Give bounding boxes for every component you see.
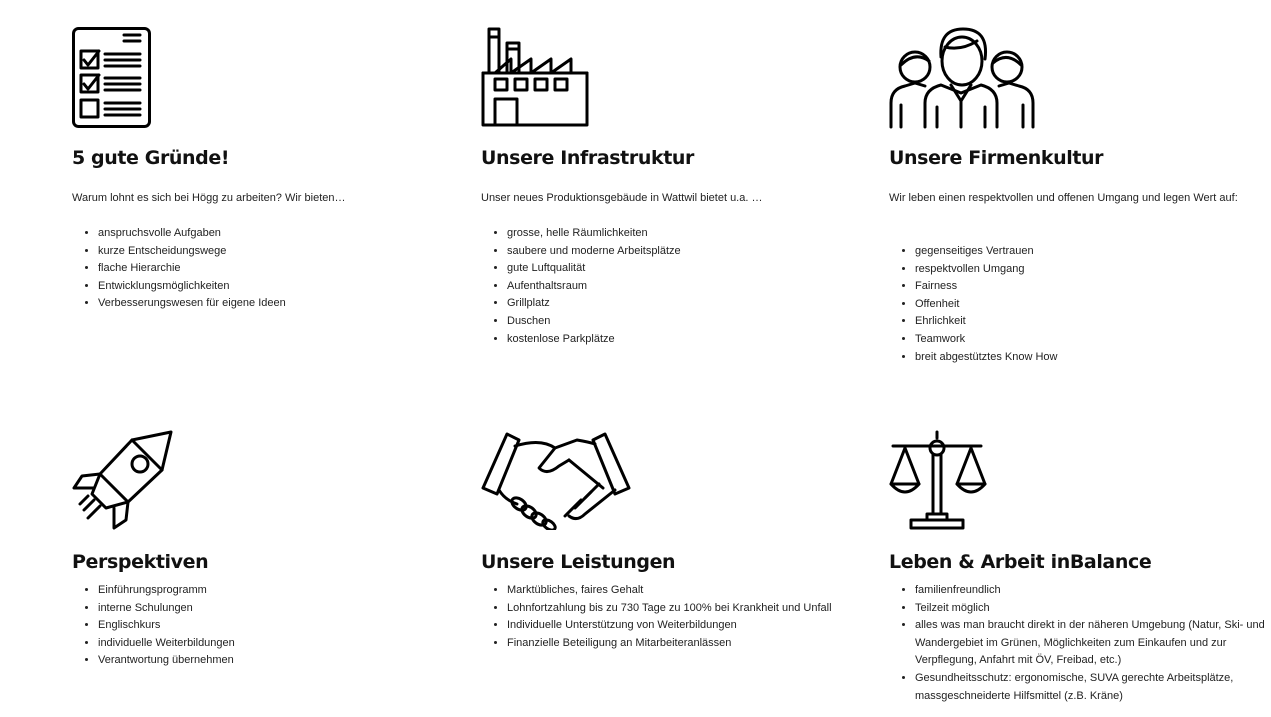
list-item: • Entwicklungsmöglichkeiten [98, 278, 443, 296]
list-item: • saubere und moderne Arbeitsplätze [507, 243, 852, 261]
section-infrastruktur [481, 0, 851, 400]
list-item: • Duschen [507, 313, 852, 331]
list-item: • gute Luftqualität [507, 260, 852, 278]
checklist-icon [72, 27, 152, 129]
list-item: • Individuelle Unterstützung von Weiterbildungen [507, 617, 852, 635]
list-item: • anspruchsvolle Aufgaben [98, 225, 443, 243]
list-item: • Teamwork [915, 331, 1260, 349]
benefit-list [481, 225, 852, 348]
section-leistungen [481, 400, 851, 717]
list-item: • Gesundheitsschutz: ergonomische, SUVA gerechte Arbeitsplätze, massgeschneiderte Hilfsmittel (z.B. Kräne) [915, 670, 1265, 705]
list-item: • kostenlose Parkplätze [507, 331, 852, 349]
benefit-list [481, 582, 852, 652]
list-item: • Aufenthaltsraum [507, 278, 852, 296]
section-title: Unsere Infrastruktur [481, 147, 694, 169]
benefit-list [889, 582, 1265, 705]
section-title: Unsere Firmenkultur [889, 147, 1104, 169]
section-perspektiven [72, 400, 442, 717]
list-item: • familienfreundlich [915, 582, 1265, 600]
balance-scale-icon [889, 430, 989, 532]
section-title: Leben & Arbeit inBalance [889, 551, 1152, 573]
section-title: Perspektiven [72, 551, 209, 573]
section-5-gute-gruende [72, 0, 442, 400]
list-item: • Verantwortung übernehmen [98, 652, 443, 670]
section-intro: Wir leben einen respektvollen und offenen Umgang und legen Wert auf: [889, 192, 1238, 204]
section-title: 5 gute Gründe! [72, 147, 230, 169]
list-item: • Verbesserungswesen für eigene Ideen [98, 295, 443, 313]
list-item: • Teilzeit möglich [915, 600, 1265, 618]
list-item: • breit abgestütztes Know How [915, 349, 1260, 367]
list-item: • Finanzielle Beteiligung an Mitarbeiteranlässen [507, 635, 852, 653]
list-item: • grosse, helle Räumlichkeiten [507, 225, 852, 243]
list-item: • individuelle Weiterbildungen [98, 635, 443, 653]
team-icon [889, 27, 1035, 129]
benefit-list [889, 243, 1260, 366]
list-item: • Fairness [915, 278, 1260, 296]
list-item: • Englischkurs [98, 617, 443, 635]
section-intro: Unser neues Produktionsgebäude in Wattwil bietet u.a. … [481, 192, 763, 204]
list-item: • Marktübliches, faires Gehalt [507, 582, 852, 600]
list-item: • Einführungsprogramm [98, 582, 443, 600]
list-item: • alles was man braucht direkt in der näheren Umgebung (Natur, Ski- und Wandergebiet im Grünen, Möglichkeiten zum Einkaufen und zur Verpflegung, Anfahrt mit ÖV, Freibad, etc.) [915, 617, 1265, 670]
factory-icon [481, 27, 591, 129]
section-intro: Warum lohnt es sich bei Högg zu arbeiten? Wir bieten… [72, 192, 346, 204]
list-item: • Ehrlichkeit [915, 313, 1260, 331]
list-item: • flache Hierarchie [98, 260, 443, 278]
list-item: • gegenseitiges Vertrauen [915, 243, 1260, 261]
list-item: • kurze Entscheidungswege [98, 243, 443, 261]
section-title: Unsere Leistungen [481, 551, 676, 573]
list-item: • Offenheit [915, 296, 1260, 314]
handshake-icon [481, 430, 631, 530]
list-item: • interne Schulungen [98, 600, 443, 618]
section-leben-arbeit-balance [889, 400, 1264, 717]
list-item: • Lohnfortzahlung bis zu 730 Tage zu 100% bei Krankheit und Unfall [507, 600, 852, 618]
list-item: • Grillplatz [507, 295, 852, 313]
benefit-list [72, 582, 443, 670]
benefit-list [72, 225, 443, 313]
section-firmenkultur [889, 0, 1259, 400]
rocket-icon [72, 430, 174, 532]
list-item: • respektvollen Umgang [915, 261, 1260, 279]
